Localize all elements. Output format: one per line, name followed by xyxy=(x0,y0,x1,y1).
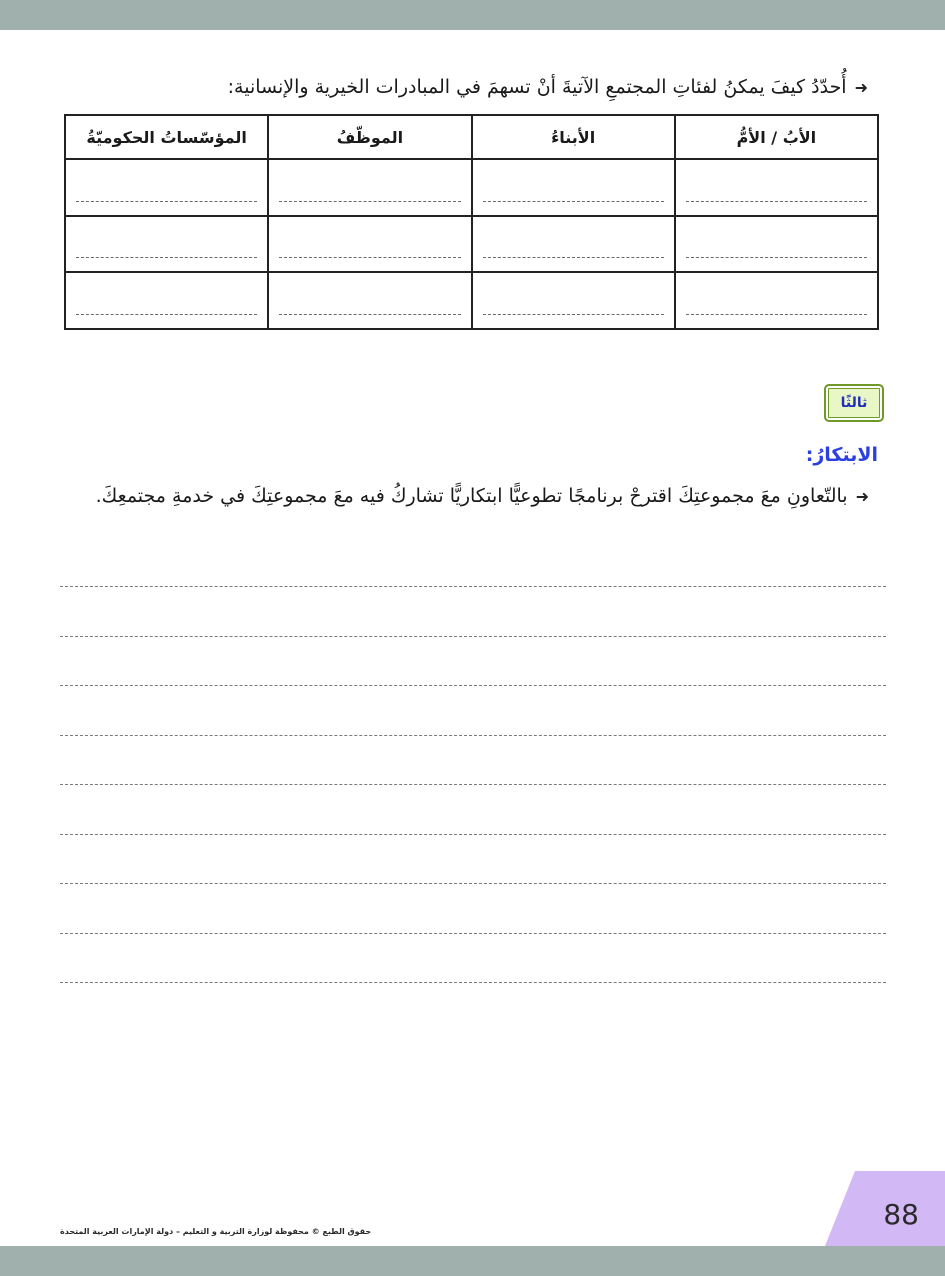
answer-cell[interactable] xyxy=(65,159,268,216)
answer-line[interactable] xyxy=(60,784,886,785)
dashed-line xyxy=(279,304,460,315)
instruction-text: أُحدّدُ كيفَ يمكنُ لفئاتِ المجتمعِ الآتيةَ أنْ تسهمَ في المبادرات الخيرية والإنسانية: xyxy=(227,76,847,98)
header-parent: الأبُ / الأمُّ xyxy=(675,115,878,159)
task-instruction xyxy=(69,477,869,516)
answer-line[interactable] xyxy=(60,933,886,934)
arrow-left-icon: ➜ xyxy=(854,78,868,97)
bottom-bar xyxy=(0,1246,945,1276)
dashed-line xyxy=(686,304,867,315)
dashed-line xyxy=(483,247,664,258)
top-bar xyxy=(0,0,945,30)
answer-cell[interactable] xyxy=(472,272,675,329)
answer-cell[interactable] xyxy=(65,216,268,273)
header-employee: الموظّفُ xyxy=(268,115,471,159)
task-text: بالتّعاونِ معَ مجموعتِكَ اقترحْ برنامجًا تطوعيًّا ابتكاريًّا تشاركُ فيه معَ مجموعتِكَ في خدمةِ مجتمعِكَ. xyxy=(95,485,848,507)
arrow-left-icon: ➜ xyxy=(855,487,869,506)
section-badge: ثالثًا xyxy=(824,384,884,422)
table-row xyxy=(65,159,878,216)
answer-cell[interactable] xyxy=(472,216,675,273)
dashed-line xyxy=(279,191,460,202)
answer-cell[interactable] xyxy=(65,272,268,329)
table-row xyxy=(65,216,878,273)
page-number: 88 xyxy=(883,1198,919,1231)
answer-line[interactable] xyxy=(60,586,886,587)
answer-lines[interactable] xyxy=(60,586,886,1032)
dashed-line xyxy=(76,191,257,202)
dashed-line xyxy=(279,247,460,258)
answer-line[interactable] xyxy=(60,685,886,686)
dashed-line xyxy=(483,191,664,202)
dashed-line xyxy=(686,247,867,258)
answer-line[interactable] xyxy=(60,834,886,835)
categories-table xyxy=(64,114,879,330)
dashed-line xyxy=(686,191,867,202)
answer-cell[interactable] xyxy=(675,159,878,216)
answer-line[interactable] xyxy=(60,982,886,983)
answer-line[interactable] xyxy=(60,735,886,736)
dashed-line xyxy=(76,304,257,315)
header-children: الأبناءُ xyxy=(472,115,675,159)
answer-cell[interactable] xyxy=(268,272,471,329)
header-institutions: المؤسّساتُ الحكوميّةُ xyxy=(65,115,268,159)
dashed-line xyxy=(76,247,257,258)
answer-cell[interactable] xyxy=(268,159,471,216)
dashed-line xyxy=(483,304,664,315)
answer-line[interactable] xyxy=(60,883,886,884)
answer-cell[interactable] xyxy=(675,272,878,329)
copyright: حقوق الطبع © محفوظة لوزارة التربية و التعليم – دولة الإمارات العربية المتحدة xyxy=(60,1227,372,1236)
answer-line[interactable] xyxy=(60,636,886,637)
answer-cell[interactable] xyxy=(268,216,471,273)
table-row xyxy=(65,272,878,329)
section-title: الابتكارُ: xyxy=(805,444,878,466)
instruction xyxy=(48,72,868,103)
table-header-row xyxy=(65,115,878,159)
answer-cell[interactable] xyxy=(472,159,675,216)
answer-cell[interactable] xyxy=(675,216,878,273)
